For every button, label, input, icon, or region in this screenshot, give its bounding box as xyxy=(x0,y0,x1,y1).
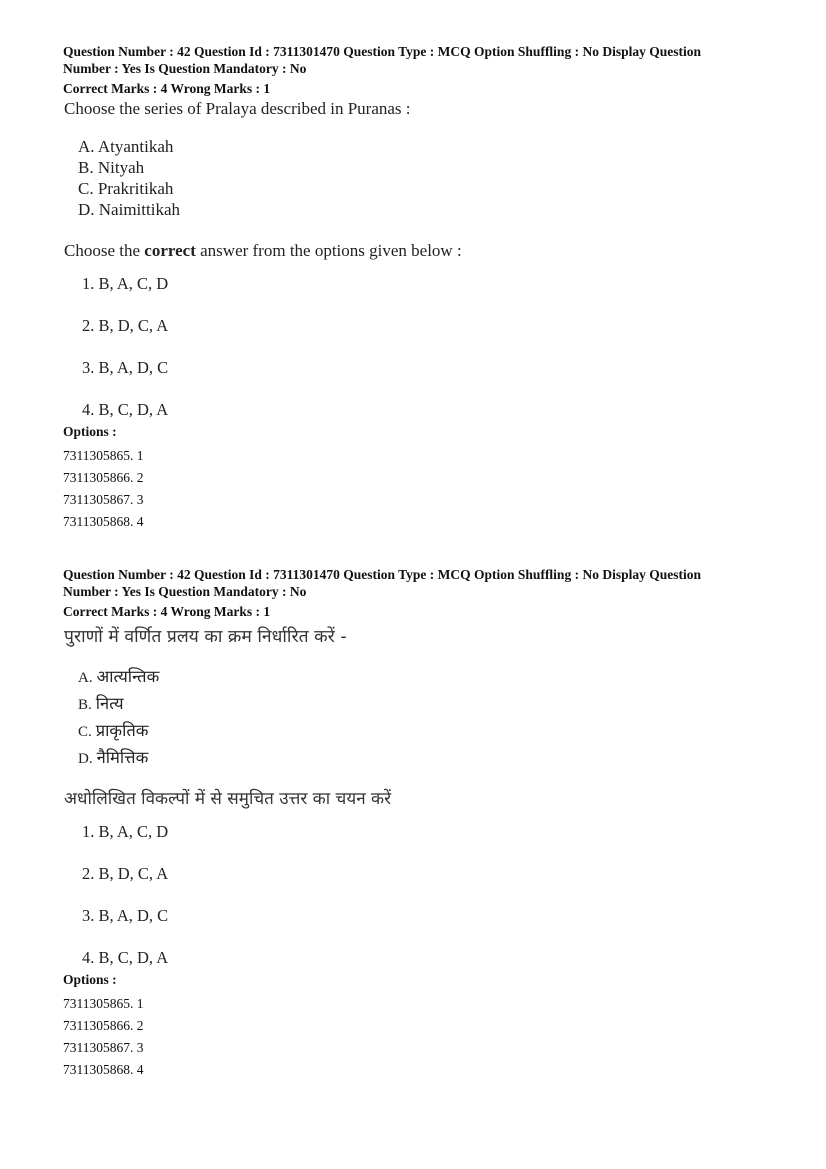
option-id-list xyxy=(63,445,773,533)
question-block-english xyxy=(63,43,773,533)
answer-choices xyxy=(82,274,773,420)
answer-choice: 1. B, A, C, D xyxy=(82,274,169,293)
option-id: 7311305866. 2 xyxy=(63,1018,144,1033)
list-item: A. आत्यन्तिक xyxy=(78,667,160,686)
option-id: 7311305865. 1 xyxy=(63,448,144,463)
option-id: 7311305868. 4 xyxy=(63,514,144,529)
answer-choice: 4. B, C, D, A xyxy=(82,948,169,967)
option-id: 7311305867. 3 xyxy=(63,1040,144,1055)
answer-choice: 2. B, D, C, A xyxy=(82,316,169,335)
answer-instruction: Choose the correct answer from the options given below : xyxy=(64,241,462,260)
option-id-list xyxy=(63,993,773,1081)
list-item: C. प्राकृतिक xyxy=(78,721,149,740)
list-item: B. Nityah xyxy=(78,158,145,177)
answer-choice: 2. B, D, C, A xyxy=(82,864,169,883)
question-meta xyxy=(63,566,773,620)
item-list xyxy=(78,664,773,772)
meta-line-2: Number : Yes Is Question Mandatory : No xyxy=(63,584,307,599)
option-id: 7311305866. 2 xyxy=(63,470,144,485)
option-id: 7311305868. 4 xyxy=(63,1062,144,1077)
question-stem: पुराणों में वर्णित प्रलय का क्रम निर्धारित करें - xyxy=(64,627,347,647)
list-item: C. Prakritikah xyxy=(78,179,174,198)
list-item: A. Atyantikah xyxy=(78,137,174,156)
item-list xyxy=(78,136,773,220)
options-label: Options : xyxy=(63,424,117,439)
question-stem: Choose the series of Pralaya described in Puranas : xyxy=(64,99,411,118)
meta-line-1: Question Number : 42 Question Id : 7311301470 Question Type : MCQ Option Shuffling : No Display Question xyxy=(63,567,701,582)
answer-choice: 1. B, A, C, D xyxy=(82,822,169,841)
answer-instruction: अधोलिखित विकल्पों में से समुचित उत्तर का चयन करें xyxy=(64,789,392,809)
meta-line-3: Correct Marks : 4 Wrong Marks : 1 xyxy=(63,81,271,96)
meta-line-3: Correct Marks : 4 Wrong Marks : 1 xyxy=(63,604,271,619)
answer-choice: 3. B, A, D, C xyxy=(82,906,169,925)
answer-choices xyxy=(82,822,773,968)
question-meta xyxy=(63,43,773,97)
list-item: D. नैमित्तिक xyxy=(78,748,149,767)
meta-line-1: Question Number : 42 Question Id : 7311301470 Question Type : MCQ Option Shuffling : No Display Question xyxy=(63,44,701,59)
answer-choice: 4. B, C, D, A xyxy=(82,400,169,419)
meta-line-2: Number : Yes Is Question Mandatory : No xyxy=(63,61,307,76)
list-item: D. Naimittikah xyxy=(78,200,180,219)
options-label: Options : xyxy=(63,972,117,987)
option-id: 7311305867. 3 xyxy=(63,492,144,507)
answer-choice: 3. B, A, D, C xyxy=(82,358,169,377)
question-block-hindi xyxy=(63,566,773,1081)
list-item: B. नित्य xyxy=(78,694,124,713)
option-id: 7311305865. 1 xyxy=(63,996,144,1011)
